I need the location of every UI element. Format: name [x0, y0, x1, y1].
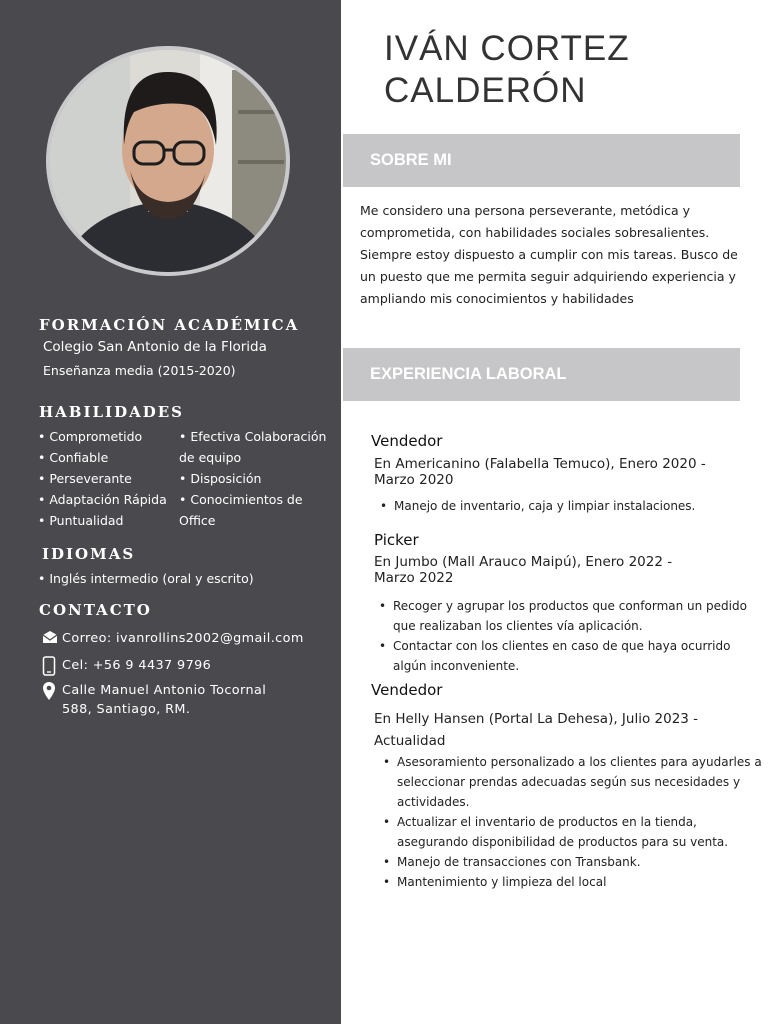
skill-item: • Comprometido: [38, 429, 143, 444]
profile-photo-image: [50, 50, 286, 272]
language-item: • Inglés intermedio (oral y escrito): [38, 571, 254, 586]
education-level: Enseñanza media (2015-2020): [43, 363, 236, 378]
contact-heading: CONTACTO: [39, 601, 152, 619]
job-duties: [377, 596, 762, 676]
envelope-icon: [42, 629, 60, 648]
job-duties: [381, 752, 764, 892]
profile-photo: [46, 46, 290, 276]
job-duty: • Manejo de inventario, caja y limpiar instalaciones.: [378, 496, 758, 516]
name-line-1: IVÁN CORTEZ: [384, 29, 630, 68]
contact-phone-text: Cel: +56 9 4437 9796: [62, 658, 212, 673]
sidebar: [0, 0, 341, 1024]
skill-item: • Puntualidad: [38, 513, 124, 528]
skill-item: • Perseverante: [38, 471, 132, 486]
job-duty: • Manejo de transacciones con Transbank.: [381, 852, 764, 872]
job-title: Vendedor: [371, 432, 443, 450]
job-duty: • Contactar con los clientes en caso de que haya ocurrido algún inconveniente.: [377, 636, 762, 676]
skill-item: • Disposición: [179, 471, 262, 486]
about-section-bar: SOBRE MI: [343, 134, 740, 187]
education-school: Colegio San Antonio de la Florida: [43, 339, 267, 355]
skills-column-2: [179, 426, 326, 531]
skill-item: • Confiable: [38, 450, 109, 465]
skill-item: Office: [179, 513, 216, 528]
skill-item: • Conocimientos de: [179, 492, 303, 507]
skill-item: • Efectiva Colaboración: [179, 429, 327, 444]
job-title: Picker: [374, 531, 419, 549]
contact-email-text: Correo: ivanrollins2002@gmail.com: [62, 631, 304, 646]
job-meta: En Americanino (Falabella Temuco), Enero 2020 - Marzo 2020: [374, 456, 706, 488]
job-meta: En Helly Hansen (Portal La Dehesa), Julio 2023 - Actualidad: [374, 711, 699, 749]
job-duty: • Actualizar el inventario de productos en la tienda, asegurando disponibilidad de productos para su venta.: [381, 812, 764, 852]
languages-heading: IDIOMAS: [42, 545, 136, 563]
job-duty: • Mantenimiento y limpieza del local: [381, 872, 764, 892]
location-pin-icon: [42, 681, 60, 705]
contact-address: [42, 681, 266, 719]
contact-address-text: [62, 681, 266, 719]
address-line-1: Calle Manuel Antonio Tocornal: [62, 683, 267, 698]
name-line-2: CALDERÓN: [384, 71, 587, 110]
contact-phone: [42, 656, 211, 680]
experience-section-bar: EXPERIENCIA LABORAL: [343, 348, 740, 401]
contact-email: [42, 629, 304, 648]
skills-column-1: [38, 426, 167, 531]
job-meta: En Jumbo (Mall Arauco Maipú), Enero 2022 - Marzo 2022: [374, 554, 673, 586]
job-title: Vendedor: [371, 681, 443, 699]
about-text: Me considero una persona perseverante, metódica y comprometida, con habilidades sociales sobresalientes. Siempre estoy dispuesto a cumplir con mis tareas. Busco de un puesto que me permita seguir adquiriendo experiencia y ampliando mis conocimientos y habilidades: [360, 203, 738, 306]
skills-heading: HABILIDADES: [39, 403, 184, 421]
person-name: [384, 28, 630, 112]
skill-item: • Adaptación Rápida: [38, 492, 167, 507]
job-duty: • Recoger y agrupar los productos que conforman un pedido que realizaban los clientes vía aplicación.: [377, 596, 762, 636]
address-line-2: 588, Santiago, RM.: [62, 702, 191, 717]
job-duty: • Asesoramiento personalizado a los clientes para ayudarles a seleccionar prendas adecuadas según sus necesidades y actividades.: [381, 752, 764, 812]
education-heading: FORMACIÓN ACADÉMICA: [39, 316, 300, 334]
phone-icon: [42, 656, 60, 680]
skill-item: de equipo: [179, 450, 242, 465]
job-duties: [378, 496, 758, 516]
